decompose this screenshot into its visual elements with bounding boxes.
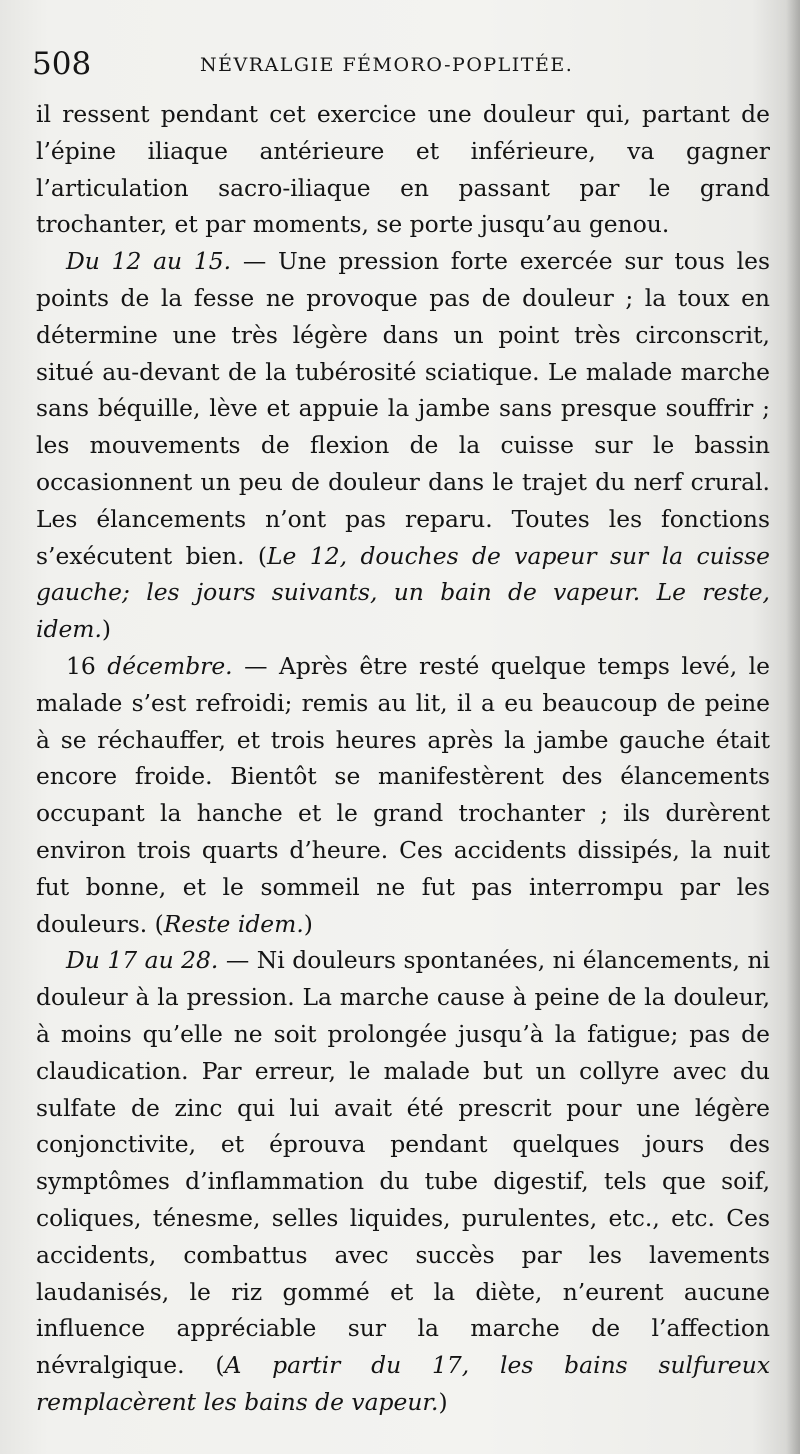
date-heading: décembre. (107, 651, 233, 680)
paragraph-4 (36, 942, 770, 1420)
text-segment: 16 (66, 651, 108, 680)
running-title: NÉVRALGIE FÉMORO-POPLITÉE. (200, 54, 574, 76)
text-segment: ) (303, 909, 313, 938)
page-number: 508 (32, 46, 92, 82)
text-segment: il ressent pendant cet exercice une douleur qui, partant de l’épine iliaque antérieure et inférieure, va gagner l’articulation sacro-iliaque en passant par le grand trochanter, et par moments, se porte jusqu’au genou. (36, 100, 770, 239)
text-segment: ) (438, 1387, 448, 1416)
treatment-note: A partir du 17, les bains sulfureux remplacèrent les bains de vapeur. (36, 1351, 771, 1416)
text-segment: — Ni douleurs spontanées, ni élancements, ni douleur à la pression. La marche cause à peine de la douleur, à moins qu’elle ne soit prolongée jusqu’à la fatigue; pas de claudication. Par erreur, le malade but un collyre avec du sulfate de zinc qui lui avait été prescrit pour une légère conjonctivite, et éprouva pendant quelques jours des symptômes d’inflammation du tube digestif, tels que soif, coliques, ténesme, selles liquides, purulentes, etc., etc. Ces accidents, combattus avec succès par les lavements laudanisés, le riz gommé et la diète, n’eurent aucune influence appréciable sur la marche de l’affection névralgique. ( (36, 946, 770, 1380)
text-segment: — Une pression forte exercée sur tous les points de la fesse ne provoque pas de douleur ; la toux en détermine une très légère dans un point très circonscrit, situé au-devant de la tubérosité sciatique. Le malade marche sans béquille, lève et appuie la jambe sans presque souffrir ; les mouvements de flexion de la cuisse sur le bassin occasionnent un peu de douleur dans le trajet du nerf crural. Les élancements n’ont pas reparu. Toutes les fonctions s’exécutent bien. ( (36, 247, 770, 570)
treatment-note: Le 12, douches de vapeur sur la cuisse gauche; les jours suivants, un bain de vapeur. Le reste, idem. (36, 541, 770, 644)
text-segment: ) (101, 615, 112, 644)
page-header (30, 46, 770, 86)
paragraph-2 (36, 243, 770, 648)
date-heading: Du 12 au 15. (66, 247, 232, 276)
date-heading: Du 17 au 28. (66, 946, 219, 975)
paragraph-1 (36, 96, 770, 243)
paragraph-3 (36, 648, 770, 942)
treatment-note: Reste idem. (163, 909, 304, 938)
text-segment: — Après être resté quelque temps levé, le malade s’est refroidi; remis au lit, il a eu beaucoup de peine à se réchauffer, et trois heures après la jambe gauche était encore froide. Bientôt se manifestèrent des élancements occupant la hanche et le grand trochanter ; ils durèrent environ trois quarts d’heure. Ces accidents dissipés, la nuit fut bonne, et le sommeil ne fut pas interrompu par les douleurs. ( (36, 651, 770, 938)
body-text (36, 96, 770, 1421)
